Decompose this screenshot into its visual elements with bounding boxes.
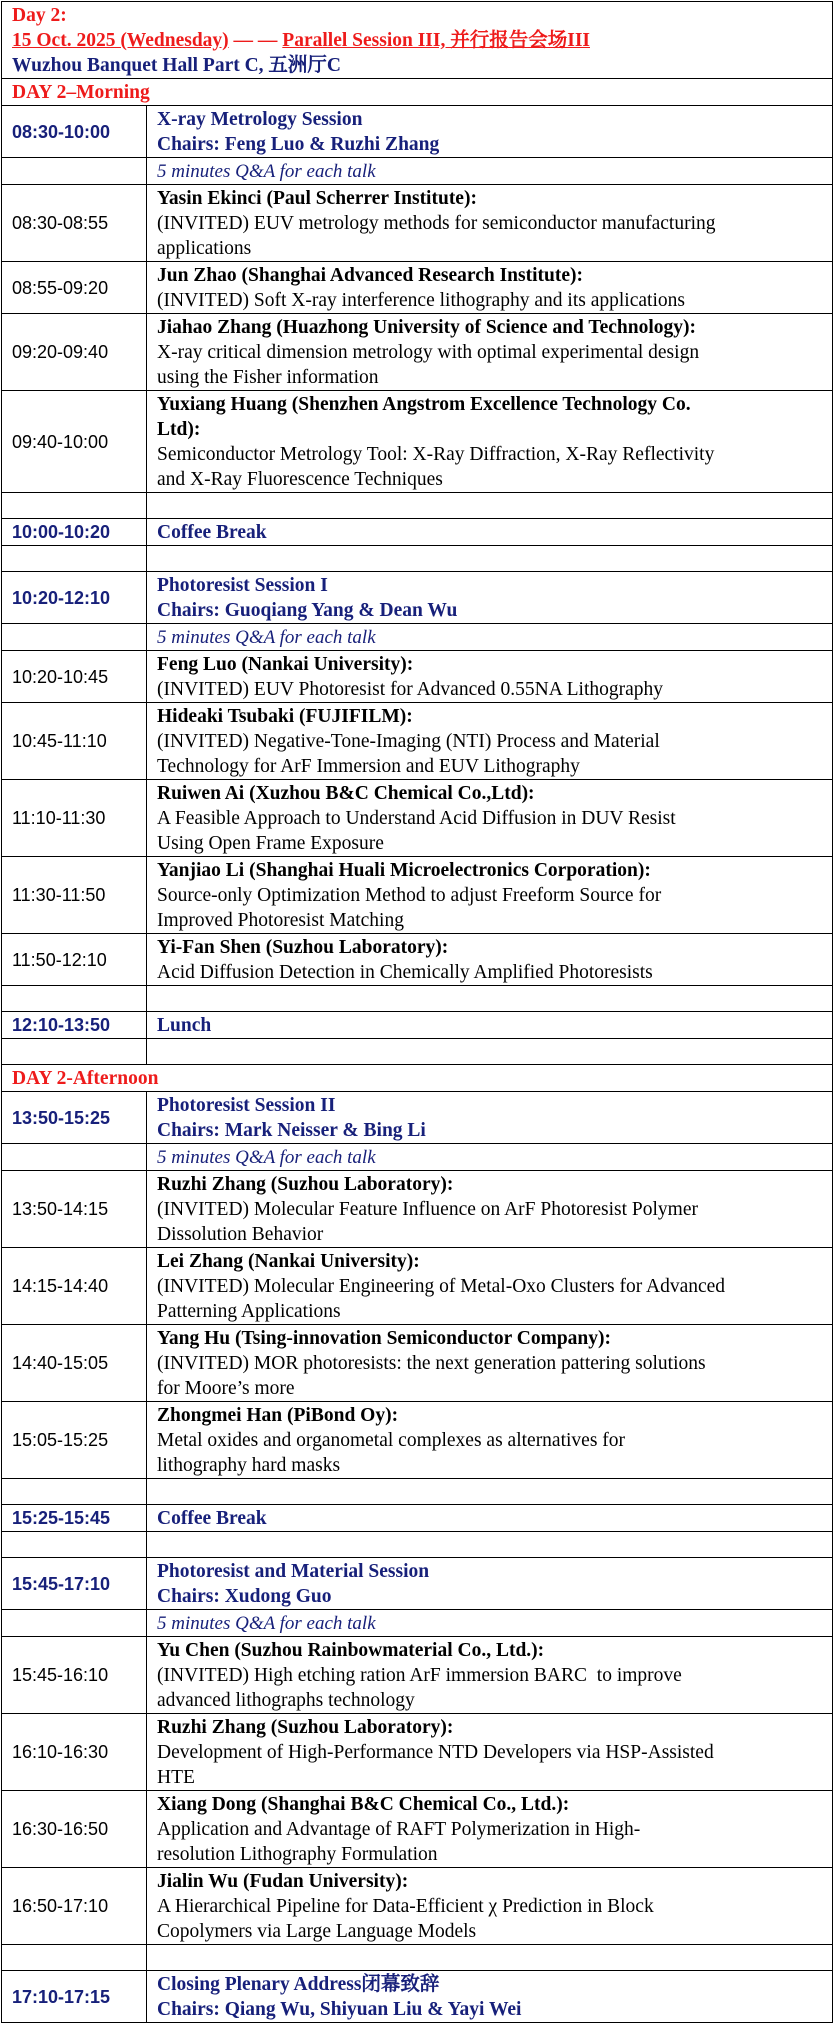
- session-row: [2, 572, 833, 624]
- session-title: Photoresist and Material Session: [157, 1561, 430, 1582]
- talk-speaker: Xiang Dong (Shanghai B&C Chemical Co., Ltd.):: [157, 1794, 570, 1815]
- talk-row: [2, 780, 833, 857]
- talk-title-line: (INVITED) EUV Photoresist for Advanced 0.55NA Lithography: [157, 679, 664, 700]
- talk-title-line: (INVITED) Negative-Tone-Imaging (NTI) Process and Material: [157, 731, 660, 752]
- talk-speaker: Zhongmei Han (PiBond Oy):: [157, 1405, 399, 1426]
- talk-title-line: applications: [157, 238, 252, 259]
- talk-row: [2, 391, 833, 493]
- talk-row: [2, 262, 833, 314]
- qa-note-row: [2, 1144, 833, 1171]
- talk-speaker: Jialin Wu (Fudan University):: [157, 1871, 409, 1892]
- spacer-row: [2, 546, 833, 572]
- talk-title-line: Technology for ArF Immersion and EUV Lithography: [157, 756, 580, 777]
- session-chairs: Chairs: Guoqiang Yang & Dean Wu: [157, 600, 458, 621]
- talk-time: 11:30-11:50: [2, 857, 147, 934]
- qa-note-row: [2, 158, 833, 185]
- session-time: 15:45-17:10: [2, 1558, 147, 1610]
- talk-time: 16:50-17:10: [2, 1868, 147, 1945]
- talk-time: 15:45-16:10: [2, 1637, 147, 1714]
- talk-speaker: Yu Chen (Suzhou Rainbowmaterial Co., Ltd.):: [157, 1640, 545, 1661]
- talk-row: [2, 1791, 833, 1868]
- talk-speaker: Yi-Fan Shen (Suzhou Laboratory):: [157, 937, 449, 958]
- talk-row: [2, 1248, 833, 1325]
- talk-title-line: Metal oxides and organometal complexes as alternatives for: [157, 1430, 626, 1451]
- talk-title-line: Application and Advantage of RAFT Polymerization in High-: [157, 1819, 641, 1840]
- qa-note-row: [2, 624, 833, 651]
- spacer-row: [2, 493, 833, 519]
- talk-time: 13:50-14:15: [2, 1171, 147, 1248]
- talk-speaker: Ruiwen Ai (Xuzhou B&C Chemical Co.,Ltd):: [157, 783, 535, 804]
- session-row: [2, 1092, 833, 1144]
- talk-title-line: (INVITED) EUV metrology methods for semiconductor manufacturing: [157, 213, 716, 234]
- talk-title-line: Semiconductor Metrology Tool: X-Ray Diffraction, X-Ray Reflectivity: [157, 444, 715, 465]
- talk-title-line: Source-only Optimization Method to adjust Freeform Source for: [157, 885, 662, 906]
- talk-row: [2, 1402, 833, 1479]
- talk-speaker: Yang Hu (Tsing-innovation Semiconductor Company):: [157, 1328, 612, 1349]
- talk-time: 11:10-11:30: [2, 780, 147, 857]
- dash-separator: — —: [228, 30, 283, 51]
- talk-time: 14:40-15:05: [2, 1325, 147, 1402]
- talk-row: [2, 1325, 833, 1402]
- talk-title-line: (INVITED) MOR photoresists: the next generation pattering solutions: [157, 1353, 706, 1374]
- date-text: 15 Oct. 2025 (Wednesday): [12, 30, 229, 51]
- talk-title-line: (INVITED) Soft X-ray interference lithography and its applications: [157, 290, 685, 311]
- talk-title-line: A Hierarchical Pipeline for Data-Efficient χ Prediction in Block: [157, 1896, 654, 1917]
- session-title: Photoresist Session I: [157, 575, 328, 596]
- venue-text: Wuzhou Banquet Hall Part C, 五洲厅C: [12, 55, 342, 76]
- closing-chairs: Chairs: Qiang Wu, Shiyuan Liu & Yayi Wei: [157, 1999, 522, 2020]
- talk-row: [2, 703, 833, 780]
- qa-note: 5 minutes Q&A for each talk: [147, 1144, 833, 1171]
- talk-speaker: Jun Zhao (Shanghai Advanced Research Institute):: [157, 265, 584, 286]
- qa-note-row: [2, 1610, 833, 1637]
- talk-title-line: HTE: [157, 1767, 195, 1788]
- session-time: 13:50-15:25: [2, 1092, 147, 1144]
- session-title: Photoresist Session II: [157, 1095, 336, 1116]
- lunch-label: Lunch: [147, 1012, 833, 1039]
- talk-row: [2, 651, 833, 703]
- talk-row: [2, 934, 833, 986]
- talk-title-line: Patterning Applications: [157, 1301, 341, 1322]
- talk-title-line: for Moore’s more: [157, 1378, 295, 1399]
- talk-title-line: Using Open Frame Exposure: [157, 833, 384, 854]
- afternoon-label: DAY 2-Afternoon: [2, 1065, 833, 1092]
- qa-note: 5 minutes Q&A for each talk: [147, 624, 833, 651]
- talk-speaker: Yanjiao Li (Shanghai Huali Microelectronics Corporation):: [157, 860, 651, 881]
- break-label: Coffee Break: [147, 1505, 833, 1532]
- schedule-table: [1, 1, 833, 2023]
- talk-title-line: (INVITED) High etching ration ArF immersion BARC to improve: [157, 1665, 682, 1686]
- talk-title-line: (INVITED) Molecular Feature Influence on ArF Photoresist Polymer: [157, 1199, 698, 1220]
- talk-row: [2, 185, 833, 262]
- talk-speaker: Ruzhi Zhang (Suzhou Laboratory):: [157, 1174, 454, 1195]
- closing-title: Closing Plenary Address闭幕致辞: [157, 1974, 440, 1995]
- talk-time: 16:10-16:30: [2, 1714, 147, 1791]
- session-row: [2, 1558, 833, 1610]
- session-chairs: Chairs: Mark Neisser & Bing Li: [157, 1120, 426, 1141]
- talk-row: [2, 314, 833, 391]
- header-row: [2, 2, 833, 79]
- session-row: [2, 106, 833, 158]
- lunch-time: 12:10-13:50: [2, 1012, 147, 1039]
- closing-time: 17:10-17:15: [2, 1971, 147, 2023]
- morning-label-row: [2, 79, 833, 106]
- talk-time: 09:40-10:00: [2, 391, 147, 493]
- talk-time: 15:05-15:25: [2, 1402, 147, 1479]
- break-row: [2, 1012, 833, 1039]
- break-row: [2, 519, 833, 546]
- qa-note: 5 minutes Q&A for each talk: [147, 158, 833, 185]
- talk-row: [2, 1868, 833, 1945]
- talk-title-line: using the Fisher information: [157, 367, 379, 388]
- talk-title-line: Development of High-Performance NTD Developers via HSP-Assisted: [157, 1742, 714, 1763]
- talk-row: [2, 1171, 833, 1248]
- spacer-row: [2, 1479, 833, 1505]
- session-time: 10:20-12:10: [2, 572, 147, 624]
- talk-speaker: Yasin Ekinci (Paul Scherrer Institute):: [157, 188, 477, 209]
- talk-title-line: and X-Ray Fluorescence Techniques: [157, 469, 443, 490]
- break-time: 15:25-15:45: [2, 1505, 147, 1532]
- talk-time: 09:20-09:40: [2, 314, 147, 391]
- break-label: Coffee Break: [147, 519, 833, 546]
- qa-note: 5 minutes Q&A for each talk: [147, 1610, 833, 1637]
- talk-speaker: Jiahao Zhang (Huazhong University of Science and Technology):: [157, 317, 697, 338]
- break-row: [2, 1505, 833, 1532]
- talk-speaker: Ltd):: [157, 419, 201, 440]
- talk-time: 08:55-09:20: [2, 262, 147, 314]
- talk-time: 16:30-16:50: [2, 1791, 147, 1868]
- talk-title-line: Improved Photoresist Matching: [157, 910, 404, 931]
- day-heading: Day 2:: [12, 5, 67, 26]
- talk-speaker: Lei Zhang (Nankai University):: [157, 1251, 420, 1272]
- talk-speaker: Feng Luo (Nankai University):: [157, 654, 414, 675]
- talk-title-line: Dissolution Behavior: [157, 1224, 324, 1245]
- talk-time: 14:15-14:40: [2, 1248, 147, 1325]
- talk-title-line: resolution Lithography Formulation: [157, 1844, 438, 1865]
- session-time: 08:30-10:00: [2, 106, 147, 158]
- talk-time: 11:50-12:10: [2, 934, 147, 986]
- session-chairs: Chairs: Feng Luo & Ruzhi Zhang: [157, 134, 440, 155]
- talk-row: [2, 1637, 833, 1714]
- spacer-row: [2, 1039, 833, 1065]
- session-title: Parallel Session III, 并行报告会场III: [282, 30, 590, 51]
- talk-row: [2, 1714, 833, 1791]
- talk-title-line: advanced lithographs technology: [157, 1690, 415, 1711]
- session-chairs: Chairs: Xudong Guo: [157, 1586, 332, 1607]
- talk-title-line: Copolymers via Large Language Models: [157, 1921, 477, 1942]
- afternoon-label-row: [2, 1065, 833, 1092]
- spacer-row: [2, 986, 833, 1012]
- closing-row: [2, 1971, 833, 2023]
- talk-speaker: Hideaki Tsubaki (FUJIFILM):: [157, 706, 413, 727]
- session-title: X-ray Metrology Session: [157, 109, 363, 130]
- break-time: 10:00-10:20: [2, 519, 147, 546]
- talk-time: 10:20-10:45: [2, 651, 147, 703]
- talk-time: 10:45-11:10: [2, 703, 147, 780]
- talk-title-line: (INVITED) Molecular Engineering of Metal-Oxo Clusters for Advanced: [157, 1276, 726, 1297]
- talk-title-line: A Feasible Approach to Understand Acid Diffusion in DUV Resist: [157, 808, 676, 829]
- talk-row: [2, 857, 833, 934]
- spacer-row: [2, 1532, 833, 1558]
- talk-title-line: X-ray critical dimension metrology with optimal experimental design: [157, 342, 700, 363]
- morning-label: DAY 2–Morning: [2, 79, 833, 106]
- talk-title-line: lithography hard masks: [157, 1455, 341, 1476]
- talk-time: 08:30-08:55: [2, 185, 147, 262]
- talk-title-line: Acid Diffusion Detection in Chemically Amplified Photoresists: [157, 962, 653, 983]
- spacer-row: [2, 1945, 833, 1971]
- talk-speaker: Ruzhi Zhang (Suzhou Laboratory):: [157, 1717, 454, 1738]
- talk-speaker: Yuxiang Huang (Shenzhen Angstrom Excellence Technology Co.: [157, 394, 691, 415]
